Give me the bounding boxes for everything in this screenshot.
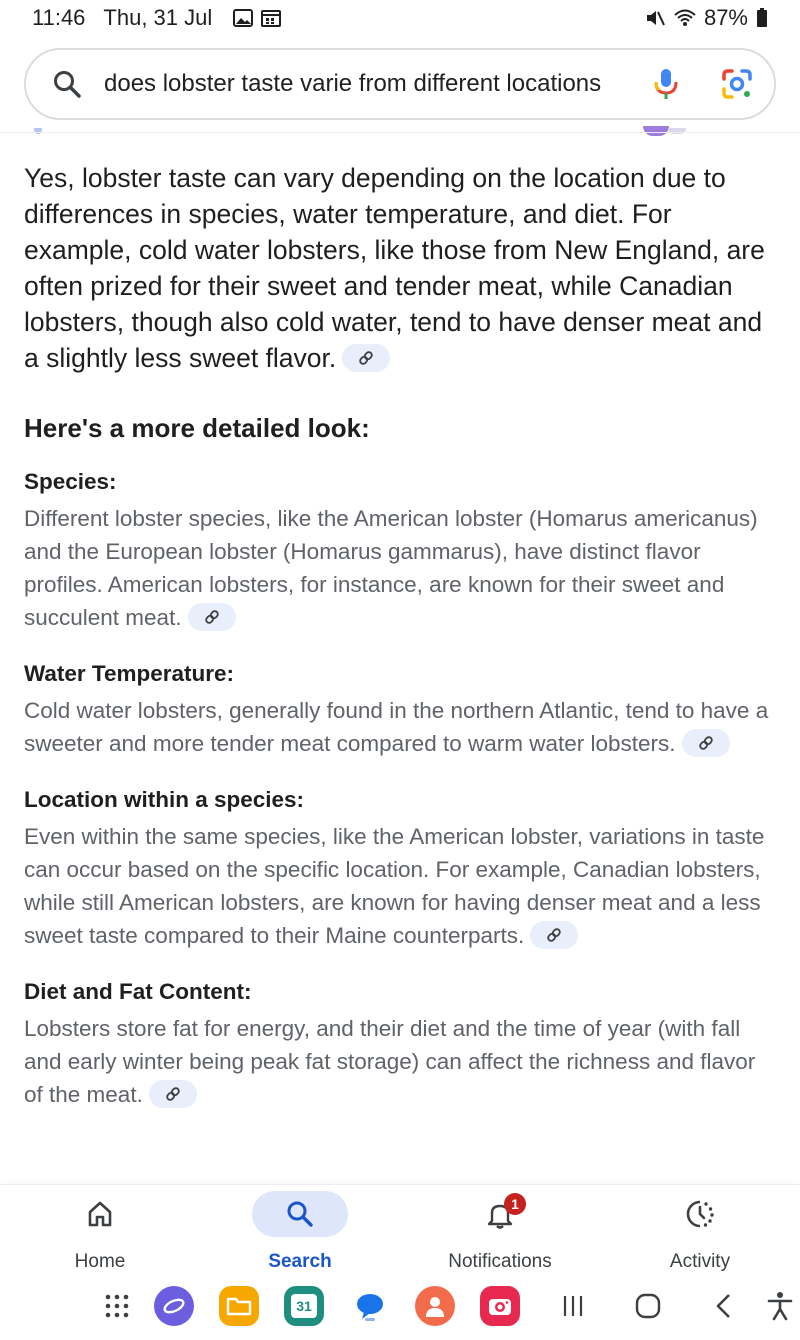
link-icon xyxy=(546,927,562,943)
nav-home-pill[interactable] xyxy=(52,1191,148,1237)
intro-text: Yes, lobster taste can vary depending on the location due to differences in species, water temperature, and diet. For example, cold water lobsters, like those from New England, are often prized for their sweet and tender meat, while Canadian lobsters, though also cold water, tend to have denser meat and a slightly less sweet flavor. xyxy=(24,163,765,373)
app-drawer-icon[interactable] xyxy=(97,1286,137,1326)
list-item xyxy=(24,658,776,760)
recents-icon[interactable] xyxy=(553,1286,593,1326)
nav-search-pill[interactable] xyxy=(252,1191,348,1237)
home-icon xyxy=(85,1199,115,1229)
item-text: Cold water lobsters, generally found in the northern Atlantic, tend to have a sweeter and more tender meat compared to warm water lobsters. xyxy=(24,698,769,756)
gallery-icon xyxy=(232,7,254,29)
item-title: Species: xyxy=(24,469,117,494)
battery-icon xyxy=(756,8,768,28)
item-body xyxy=(24,694,776,760)
list-item xyxy=(24,784,776,952)
search-bar[interactable] xyxy=(24,48,776,120)
source-link-chip[interactable] xyxy=(342,344,390,372)
nav-activity-label: Activity xyxy=(669,1251,731,1272)
notification-badge: 1 xyxy=(504,1193,526,1215)
mic-icon[interactable] xyxy=(652,67,680,101)
wifi-icon xyxy=(674,7,696,29)
home-button-icon[interactable] xyxy=(628,1286,668,1326)
status-date: Thu, 31 Jul xyxy=(103,5,213,30)
item-body xyxy=(24,1012,776,1111)
back-icon[interactable] xyxy=(704,1286,744,1326)
calendar-day: 31 xyxy=(291,1294,317,1318)
section-title: Here's a more detailed look: xyxy=(24,413,370,443)
source-link-chip[interactable] xyxy=(530,921,578,949)
nav-activity-pill[interactable] xyxy=(652,1191,748,1237)
status-bar xyxy=(0,0,800,36)
item-title: Water Temperature: xyxy=(24,661,235,686)
battery-percent: 87% xyxy=(703,5,748,30)
link-icon xyxy=(358,350,374,366)
source-link-chip[interactable] xyxy=(682,729,730,757)
intro-paragraph xyxy=(24,160,776,376)
activity-icon xyxy=(684,1198,716,1230)
nav-home-label: Home xyxy=(74,1251,126,1272)
search-input[interactable]: does lobster taste varie from different locations xyxy=(104,70,602,97)
bottom-navigation xyxy=(0,1184,800,1274)
list-item xyxy=(24,976,776,1111)
item-body xyxy=(24,502,776,634)
calendar-app-icon[interactable] xyxy=(284,1286,324,1326)
nav-notifications[interactable] xyxy=(400,1185,600,1275)
nav-notifications-label: Notifications xyxy=(448,1251,552,1272)
item-text: Even within the same species, like the American lobster, variations in taste can occur based on the specific location. For example, Canadian lobsters, while still American lobsters, are known for having denser meat and a less sweet taste compared to their Maine counterparts. xyxy=(24,824,765,948)
internet-app-icon[interactable] xyxy=(154,1286,194,1326)
link-icon xyxy=(165,1086,181,1102)
item-title: Diet and Fat Content: xyxy=(24,979,252,1004)
contacts-app-icon[interactable] xyxy=(415,1286,455,1326)
calendar-notification-icon xyxy=(260,7,282,29)
item-title: Location within a species: xyxy=(24,787,305,812)
ai-overview xyxy=(24,160,776,1111)
item-body xyxy=(24,820,776,952)
scrolled-content-edge xyxy=(643,126,669,136)
item-text: Lobsters store fat for energy, and their diet and the time of year (with fall and early winter being peak fat storage) can affect the richness and flavor of the meat. xyxy=(24,1016,756,1107)
status-time: 11:46 xyxy=(32,5,86,30)
link-icon xyxy=(698,735,714,751)
camera-app-icon[interactable] xyxy=(480,1286,520,1326)
nav-search-label: Search xyxy=(268,1251,332,1272)
search-icon[interactable] xyxy=(52,69,82,99)
source-link-chip[interactable] xyxy=(149,1080,197,1108)
source-link-chip[interactable] xyxy=(188,603,236,631)
header-divider xyxy=(0,132,800,133)
nav-home[interactable] xyxy=(0,1185,200,1275)
messages-app-icon[interactable] xyxy=(350,1286,390,1326)
lens-icon[interactable] xyxy=(720,67,754,101)
nav-activity[interactable] xyxy=(600,1185,800,1275)
scrolled-content-edge xyxy=(34,128,42,134)
scrolled-content-edge xyxy=(668,128,686,134)
mute-icon xyxy=(644,7,666,29)
nav-notifications-pill[interactable] xyxy=(452,1191,548,1237)
list-item xyxy=(24,466,776,634)
link-icon xyxy=(204,609,220,625)
search-icon xyxy=(285,1199,315,1229)
item-text: Different lobster species, like the American lobster (Homarus americanus) and the European lobster (Homarus gammarus), have distinct flavor profiles. American lobsters, for instance, are known for their sweet and succulent meat. xyxy=(24,506,758,630)
system-taskbar xyxy=(0,1274,800,1340)
nav-search[interactable] xyxy=(200,1185,400,1275)
accessibility-icon[interactable] xyxy=(760,1286,800,1326)
files-app-icon[interactable] xyxy=(219,1286,259,1326)
